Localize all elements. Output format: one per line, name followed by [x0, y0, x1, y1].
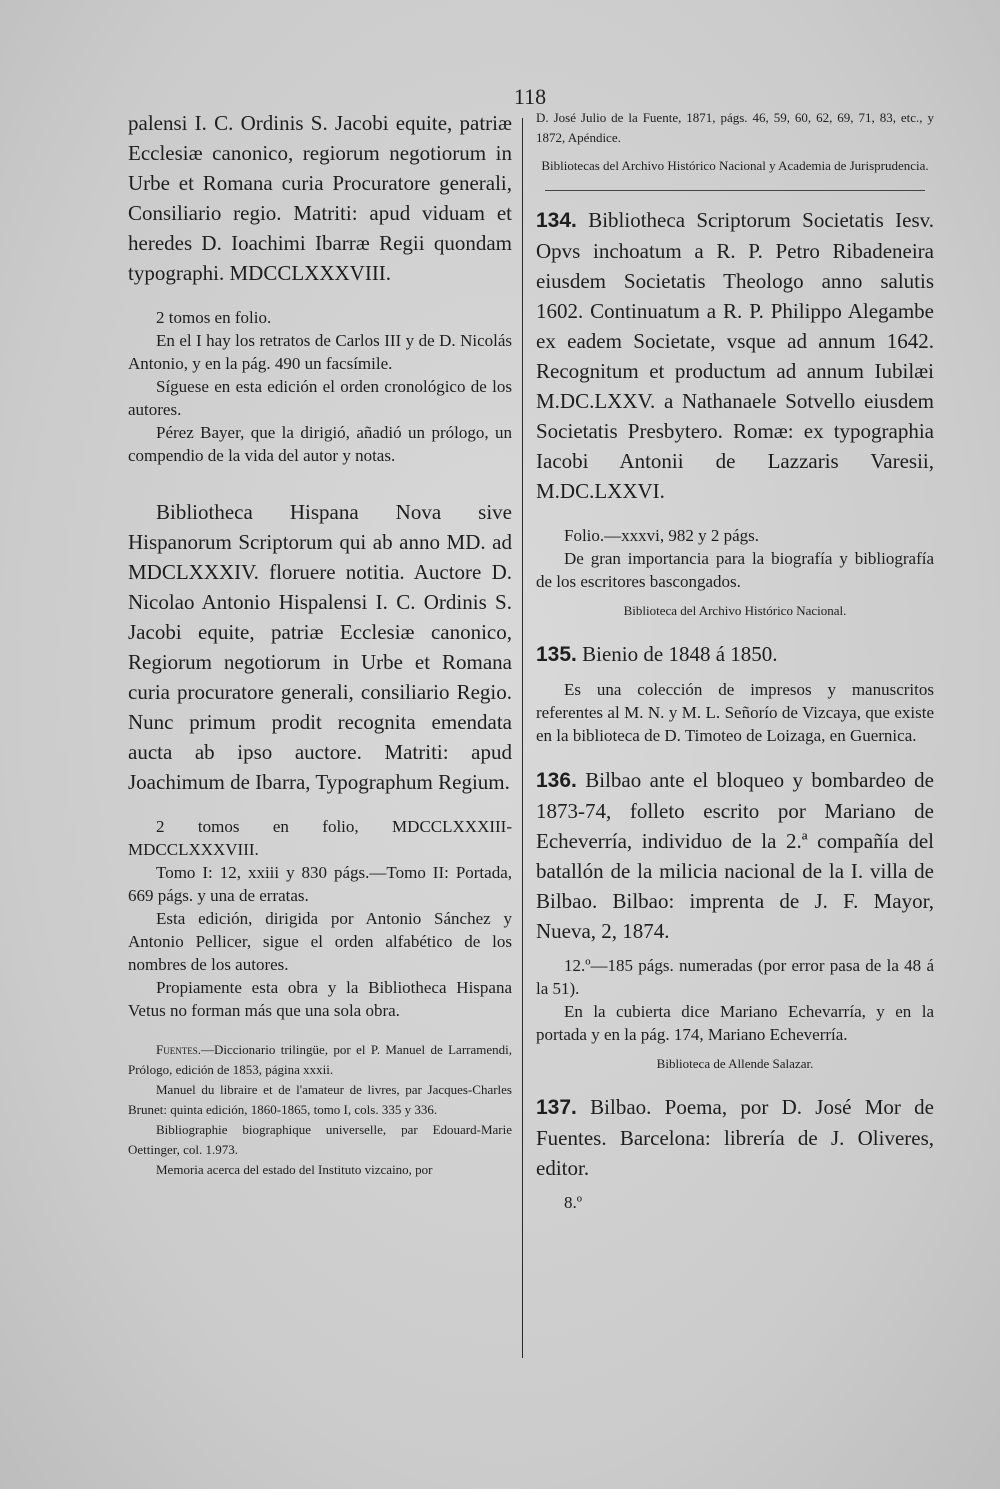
note-volumes-2: 2 tomos en folio, MDCCLXXXIII-MDCCLXXXVIII.: [128, 817, 512, 859]
note-editor: Pérez Bayer, que la dirigió, añadió un prólogo, un compendio de la vida del autor y notas.: [128, 423, 512, 465]
note-order: Síguese en esta edición el orden cronológico de los autores.: [128, 377, 512, 419]
entry-136-format: 12.º—185 págs. numeradas (por error pasa de la 48 á la 51).: [536, 956, 934, 998]
entry-134-note: De gran importancia para la biografía y bibliografía de los escritores bascongados.: [536, 549, 934, 591]
page-number: 118: [513, 84, 547, 109]
sources-libraries: Bibliotecas del Archivo Histórico Nacional y Academia de Jurisprudencia.: [541, 158, 929, 173]
fuentes-1-text: Diccionario trilingüe, por el P. Manuel de Larramendi, Prólogo, edición de 1853, página xxxii.: [128, 1042, 512, 1077]
entry-134-location: Biblioteca del Archivo Histórico Nacional.: [623, 603, 847, 618]
fuentes-3: Bibliographie biographique universelle, par Edouard-Marie Oettinger, col. 1.973.: [128, 1122, 512, 1157]
note-volumes: 2 tomos en folio.: [156, 308, 272, 327]
entry-134-format: Folio.—xxxvi, 982 y 2 págs.: [564, 526, 760, 545]
fuentes-1: [128, 1040, 512, 1080]
fuentes-4: Memoria acerca del estado del Instituto vizcaino, por: [156, 1162, 433, 1177]
entry-135: [536, 639, 934, 670]
entry-136: [536, 765, 934, 946]
entry-134: [536, 205, 934, 506]
section-rule: [545, 190, 925, 191]
note-vetus: Propiamente esta obra y la Bibliotheca Hispana Vetus no forman más que una sola obra.: [128, 978, 512, 1020]
entry-137-title: Bilbao. Poema, por D. José Mor de Fuentes. Barcelona: librería de J. Oliveres, editor.: [536, 1095, 935, 1180]
entry-134-title: Bibliotheca Scriptorum Societatis Iesv. Opvs inchoatum a R. P. Petro Ribadeneira eiusdem Societatis Theologo anno salutis 1602. Continuatum a R. P. Philippo Alegambe ex eadem Societate, vsque ad annum 1642. Recognitum et productum ad annum Iubilæi M.DC.LXXV. a Nathanaele Sotvello eiusdem Societatis Presbytero. Romæ: ex typographia Iacobi Antonii de Lazzaris Varesii, M.DC.LXXVI.: [536, 208, 934, 503]
note-edition: Esta edición, dirigida por Antonio Sánchez y Antonio Pellicer, sigue el orden alfabético de los nombres de los autores.: [128, 909, 512, 974]
column-divider: [522, 118, 523, 1358]
entry-135-note: Es una colección de impresos y manuscritos referentes al M. N. y M. L. Señorío de Vizcaya, que existe en la biblioteca de D. Timoteo de Loizaga, en Guernica.: [536, 680, 934, 745]
note-portraits: En el I hay los retratos de Carlos III y de D. Nicolás Antonio, y en la pág. 490 un facsímile.: [128, 331, 512, 373]
entry-137: [536, 1092, 934, 1183]
note-pages: Tomo I: 12, xxiii y 830 págs.—Tomo II: Portada, 669 págs. y una de erratas.: [128, 863, 512, 905]
left-column: [128, 108, 512, 1180]
sources-continuation: D. José Julio de la Fuente, 1871, págs. 46, 59, 60, 62, 69, 71, 83, etc., y 1872, Apéndice.: [536, 110, 934, 145]
entry-bibliotheca-nova: Bibliotheca Hispana Nova sive Hispanorum Scriptorum qui ab anno MD. ad MDCLXXXIV. floruere notitia. Auctore D. Nicolao Antonio Hispalensi I. C. Ordinis S. Jacobi equite, patriæ Ecclesiæ canonico, Regiorum negotiorum in Urbe et Romana curia procuratore generali, consiliario Regio. Nunc primum prodit recognita emendata aucta ab ipso auctore. Matriti: apud Joachimum de Ibarra, Typographum Regium.: [128, 500, 512, 794]
entry-135-number: 135.: [536, 643, 577, 666]
entry-136-note: En la cubierta dice Mariano Echevarría, y en la portada y en la pág. 174, Mariano Echeverría.: [536, 1002, 934, 1044]
entry-136-location: Biblioteca de Allende Salazar.: [656, 1056, 814, 1071]
entry-continuation: palensi I. C. Ordinis S. Jacobi equite, patriæ Ecclesiæ canonico, regiorum negotiorum in Urbe et Romana curia Procuratore generali, Consiliario regio. Matriti: apud viduam et heredes D. Ioachimi Ibarræ Regii quondam typographi. MDCCLXXXVIII.: [128, 111, 512, 285]
entry-136-number: 136.: [536, 769, 577, 792]
entry-134-number: 134.: [536, 209, 577, 232]
entry-137-number: 137.: [536, 1096, 577, 1119]
fuentes-label: Fuentes.—: [156, 1042, 214, 1057]
entry-137-format: 8.º: [564, 1193, 583, 1212]
entry-136-title: Bilbao ante el bloqueo y bombardeo de 1873-74, folleto escrito por Mariano de Echeverría, individuo de la 2.ª compañía del batallón de la milicia nacional de la I. villa de Bilbao. Bilbao: imprenta de J. F. Mayor, Nueva, 2, 1874.: [536, 768, 935, 943]
entry-135-title: Bienio de 1848 á 1850.: [582, 642, 778, 666]
right-column: [536, 108, 934, 1214]
fuentes-2: Manuel du libraire et de l'amateur de livres, par Jacques-Charles Brunet: quinta edición, 1860-1865, tomo I, cols. 335 y 336.: [128, 1082, 512, 1117]
